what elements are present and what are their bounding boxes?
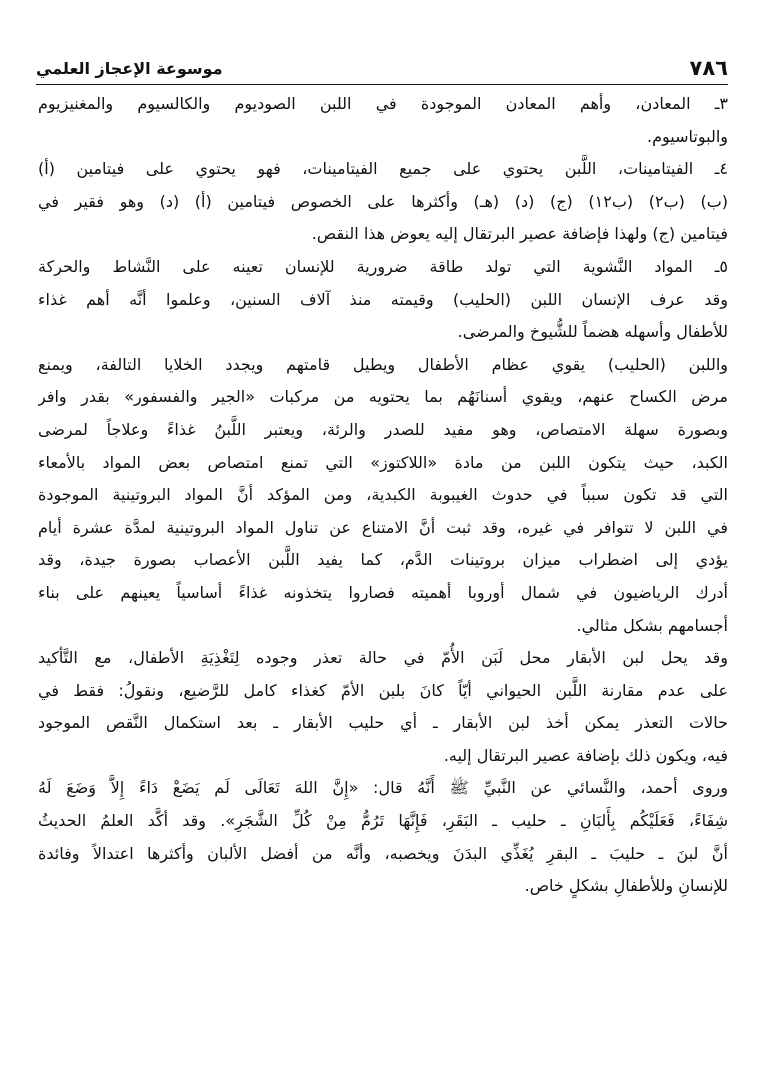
text-line: والبوتاسيوم.	[647, 126, 728, 146]
header-divider	[36, 84, 728, 85]
text-line: وروى أحمد، والنَّسائي عن النَّبيِّ ﷺ أَنَّهُ قال: «إِنَّ اللهَ تَعَالَى لَم يَضَعْ دَاءً إِلاَّ وَضَعَ لَهُ	[38, 778, 728, 798]
text-line: الكبد، حيث يتكون اللبن من مادة «اللاكتوز» التي تمنع امتصاص بعض المواد بالأمعاء	[38, 452, 728, 472]
text-line: ٣ـ المعادن، وأهم المعادن الموجودة في اللبن الصوديوم والكالسيوم والمغنيزيوم	[38, 94, 728, 113]
text-line: فيه، ويكون ذلك بإضافة عصير البرتقال إليه.	[443, 745, 728, 765]
text-line: ٥ـ المواد النَّشوية التي تولد طاقة ضرورية للإنسان تعينه على النَّشاط والحركة	[38, 256, 728, 276]
text-line: للإنسانِ وللأطفالِ بشكلٍ خاص.	[524, 876, 728, 896]
text-line: ٤ـ الفيتامينات، اللَّبن يحتوي على جميع الفيتامينات، فهو يحتوي على فيتامين (أ)	[38, 159, 728, 179]
text-line: أجسامهم بشكل مثالي.	[576, 615, 728, 635]
text-line: وقد عرف الإنسان اللبن (الحليب) وقيمته منذ آلاف السنين، وعلموا أنَّه أهم غذاء	[38, 289, 728, 309]
text-line: واللبن (الحليب) يقوي عظام الأطفال ويطيل قامتهم ويجدد الخلايا التالفة، ويمنع	[38, 354, 728, 374]
text-line: في اللبن لا تتوافر في غيره، وقد ثبت أنَّ الامتناع عن تناول المواد البروتينية لمدَّة عشرة أيام	[38, 517, 728, 537]
text-line: شِفَاءً، فَعَلَيْكُم بِأَلبَانِ ـ حليب ـ البَقَرِ، فَإِنَّهَا تَرُمُّ مِنْ كُلِّ الشَّجَرِ». وقد أكَّد العلمُ الحديثُ	[38, 811, 728, 831]
text-line: أنَّ لبنَ ـ حليبَ ـ البقرِ يُغَذِّي البدَنَ ويخصبه، وأنَّه من أفضل الألبان وأكثرها اعتدالاً وفائدة	[38, 843, 728, 863]
page-body	[38, 88, 728, 903]
text-line: أدرك الرياضيون في شمال أوروبا أهميته فصاروا يتخذونه غذاءً أساسياً يعينهم على بناء	[38, 582, 728, 602]
running-title: موسوعة الإعجاز العلمي	[36, 58, 223, 78]
text-line: حالات التعذر يمكن أخذ لبن الأبقار ـ أي حليب الأبقار ـ بعد استكمال النَّقص الموجود	[38, 713, 728, 733]
text-line: (ب) (ب٢) (ب١٢) (ج) (د) (هـ) وأكثرها على الخصوص فيتامين (أ) (د) وهو فقير في	[38, 191, 728, 211]
page-number: ٧٨٦	[689, 56, 728, 80]
text-line: يؤدي إلى اضطراب ميزان بروتينات الدَّم، كما يفيد اللَّبن الأعصاب بصورة جيدة، وقد	[38, 550, 728, 570]
page-header	[36, 52, 728, 84]
text-line: مرض الكساح عنهم، ويقوي أسنانَهُم بما يحتويه من مركبات «الجير والفسفور» بقدر وافر	[38, 387, 728, 407]
text-line: فيتامين (ج) ولهذا فإضافة عصير البرتقال إليه يعوض هذا النقص.	[311, 224, 728, 244]
text-line: التي قد تكون سبباً في حدوث الغيبوبة الكبدية، ومن المؤكد أنَّ المواد البروتينية الموجودة	[38, 485, 728, 505]
text-line: وبصورة سهلة الامتصاص، وهو مفيد للصدر والرئة، ويعتبر اللَّبنُ غذاءً وعلاجاً لمرضى	[38, 419, 728, 439]
text-line: وقد يحل لبن الأبقار محل لَبَن الأُمّ في حالة تعذر وجوده لِتَغْذِيَةِ الأطفال، مع التَّأكيد	[38, 648, 728, 668]
text-line: للأطفال وأسهله هضماً للشُّيوخ والمرضى.	[457, 322, 728, 342]
text-line: على عدم مقارنة اللَّبن الحيواني أيّاً كانَ بلبن الأمّ كغذاء كامل للرَّضيع، ونقولُ: فقط في	[38, 680, 728, 700]
